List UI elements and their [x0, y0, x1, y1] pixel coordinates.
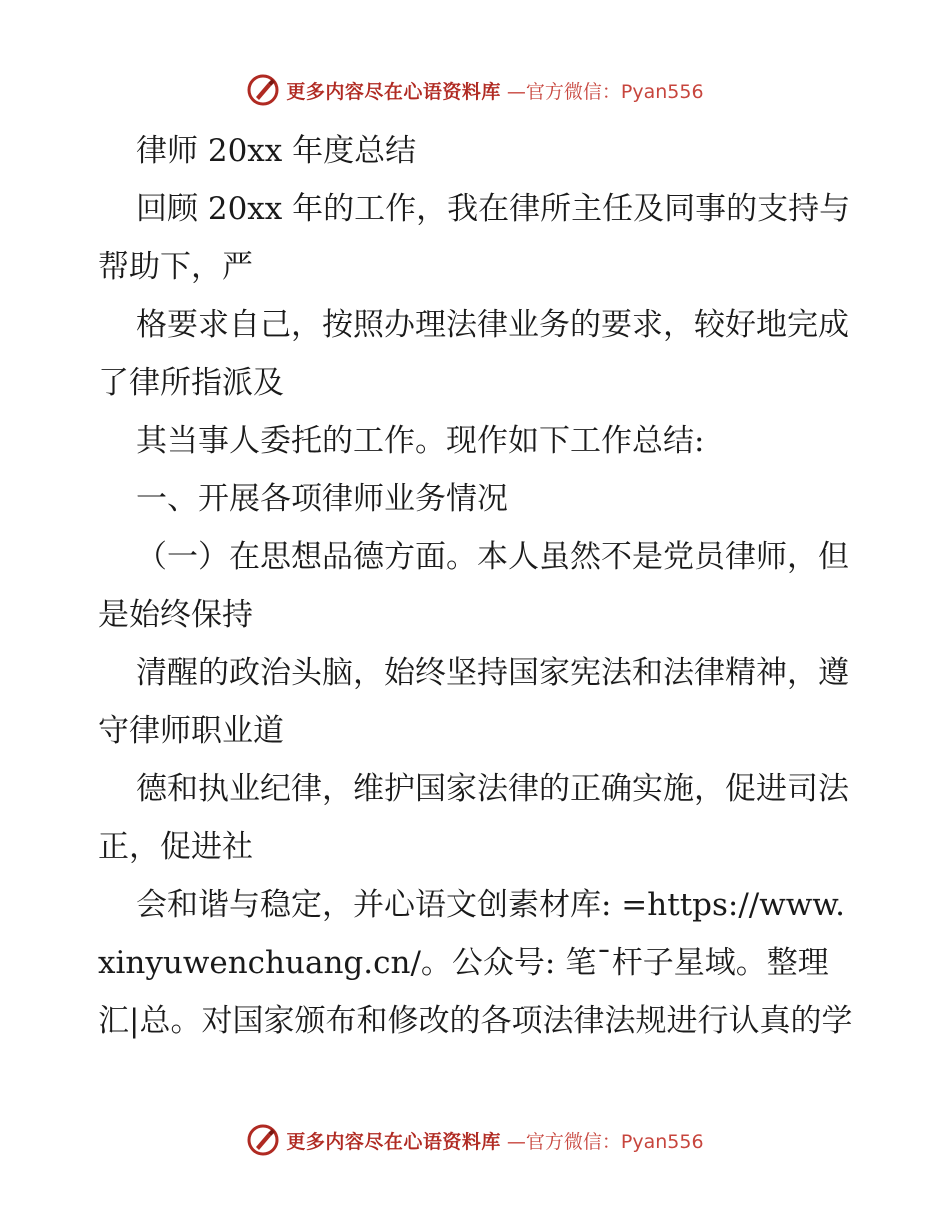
document-title: 律师 20xx 年度总结: [136, 133, 417, 169]
watermark-suffix: —官方微信：Pyan556: [506, 1130, 704, 1153]
paragraph: 格要求自己，按照办理法律业务的要求，较好地完成了律所指派及: [98, 307, 849, 401]
pen-logo-icon: [246, 73, 280, 107]
watermark-banner-top: [0, 70, 950, 110]
paragraph: 回顾 20xx 年的工作，我在律所主任及同事的支持与帮助下，严: [98, 191, 851, 285]
watermark-banner-bottom: [0, 1120, 950, 1160]
pen-logo-icon: [246, 1123, 280, 1157]
document-body: [98, 122, 858, 1050]
paragraph: 德和执业纪律，维护国家法律的正确实施，促进司法正，促进社: [98, 771, 849, 865]
paragraph: 其当事人委托的工作。现作如下工作总结:: [136, 423, 705, 459]
paragraph: （一）在思想品德方面。本人虽然不是党员律师，但是始终保持: [98, 539, 849, 633]
section-heading: 一、开展各项律师业务情况: [136, 481, 508, 517]
watermark-text: 更多内容尽在心语资料库: [286, 80, 501, 103]
watermark-text: 更多内容尽在心语资料库: [286, 1130, 501, 1153]
watermark-suffix: —官方微信：Pyan556: [506, 80, 704, 103]
paragraph: 会和谐与稳定，并心语文创素材库: =https://www.xinyuwenchuang.cn/。公众号: 笔¯杆子星域。整理汇|总。对国家颁布和修改的各项法律法规进行认真的学: [98, 887, 853, 1039]
paragraph: 清醒的政治头脑，始终坚持国家宪法和法律精神，遵守律师职业道: [98, 655, 849, 749]
